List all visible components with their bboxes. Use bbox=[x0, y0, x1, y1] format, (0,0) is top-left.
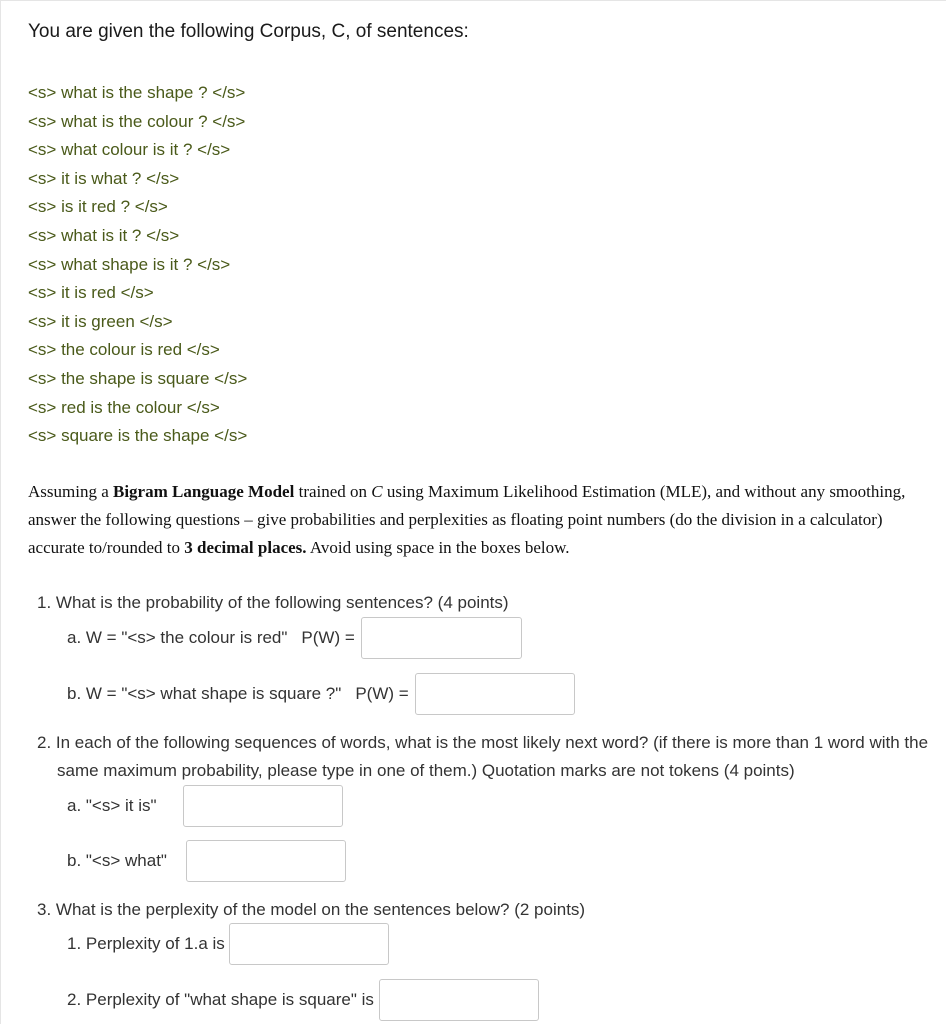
question-2a-label: a. "<s> it is" bbox=[67, 796, 157, 815]
question-3b bbox=[67, 979, 539, 1021]
corpus-sentence: <s> it is green </s> bbox=[28, 311, 173, 331]
question-1a-label: a. W = "<s> the colour is red" bbox=[67, 628, 288, 647]
corpus-sentence: <s> the colour is red </s> bbox=[28, 340, 220, 360]
corpus-sentence: <s> it is what ? </s> bbox=[28, 168, 180, 188]
question-2-text: 2. In each of the following sequences of words, what is the most likely next word? (if there is more than 1 word with the same maximum probability, please type in one of them.) Quotation marks are not tokens (4 points) bbox=[37, 733, 929, 780]
corpus-list bbox=[28, 79, 247, 451]
corpus-sentence: <s> what colour is it ? </s> bbox=[28, 140, 231, 160]
corpus-sentence: <s> what is it ? </s> bbox=[28, 225, 180, 245]
answer-3b-input[interactable] bbox=[379, 979, 539, 1021]
answer-1a-input[interactable] bbox=[361, 617, 522, 659]
question-1b-suffix: P(W) = bbox=[355, 684, 409, 703]
question-2b bbox=[67, 840, 346, 882]
question-3-text: 3. What is the perplexity of the model on the sentences below? (2 points) bbox=[37, 900, 586, 919]
corpus-sentence: <s> red is the colour </s> bbox=[28, 397, 220, 417]
corpus-sentence: <s> is it red ? </s> bbox=[28, 197, 168, 217]
intro-text: You are given the following Corpus, C, of sentences: bbox=[28, 21, 469, 42]
instructions-text: trained on bbox=[294, 482, 372, 501]
instructions-text: using Maximum Likelihood Estimation (MLE), and without any smoothing, answer the following questions – give probabilities and perplexities as floating point numbers (do the division in a calculator) accurate to/rounded to bbox=[28, 482, 906, 557]
corpus-sentence: <s> it is red </s> bbox=[28, 283, 154, 303]
instructions-corpus-symbol: C bbox=[371, 482, 383, 501]
instructions-bold-model: Bigram Language Model bbox=[113, 482, 295, 501]
instructions-paragraph bbox=[28, 478, 943, 562]
corpus-sentence: <s> what is the colour ? </s> bbox=[28, 111, 246, 131]
question-1b bbox=[67, 673, 575, 715]
question-2b-label: b. "<s> what" bbox=[67, 851, 167, 870]
answer-1b-input[interactable] bbox=[415, 673, 575, 715]
question-1a bbox=[67, 617, 522, 659]
question-1a-suffix: P(W) = bbox=[301, 628, 355, 647]
corpus-sentence: <s> what shape is it ? </s> bbox=[28, 254, 231, 274]
corpus-sentence: <s> the shape is square </s> bbox=[28, 368, 248, 388]
question-3b-label: 2. Perplexity of "what shape is square" is bbox=[67, 990, 374, 1009]
question-3a-label: 1. Perplexity of 1.a is bbox=[67, 934, 225, 953]
instructions-text: Assuming a bbox=[28, 482, 113, 501]
question-1-text: 1. What is the probability of the following sentences? (4 points) bbox=[37, 593, 509, 612]
corpus-sentence: <s> what is the shape ? </s> bbox=[28, 83, 246, 102]
question-2a bbox=[67, 785, 343, 827]
answer-2a-input[interactable] bbox=[183, 785, 343, 827]
answer-3a-input[interactable] bbox=[229, 923, 389, 965]
answer-2b-input[interactable] bbox=[186, 840, 346, 882]
question-1b-label: b. W = "<s> what shape is square ?" bbox=[67, 684, 342, 703]
instructions-text: Avoid using space in the boxes below. bbox=[306, 538, 570, 557]
corpus-sentence: <s> square is the shape </s> bbox=[28, 426, 248, 446]
question-3a bbox=[67, 923, 389, 965]
instructions-bold-precision: 3 decimal places. bbox=[184, 538, 307, 557]
